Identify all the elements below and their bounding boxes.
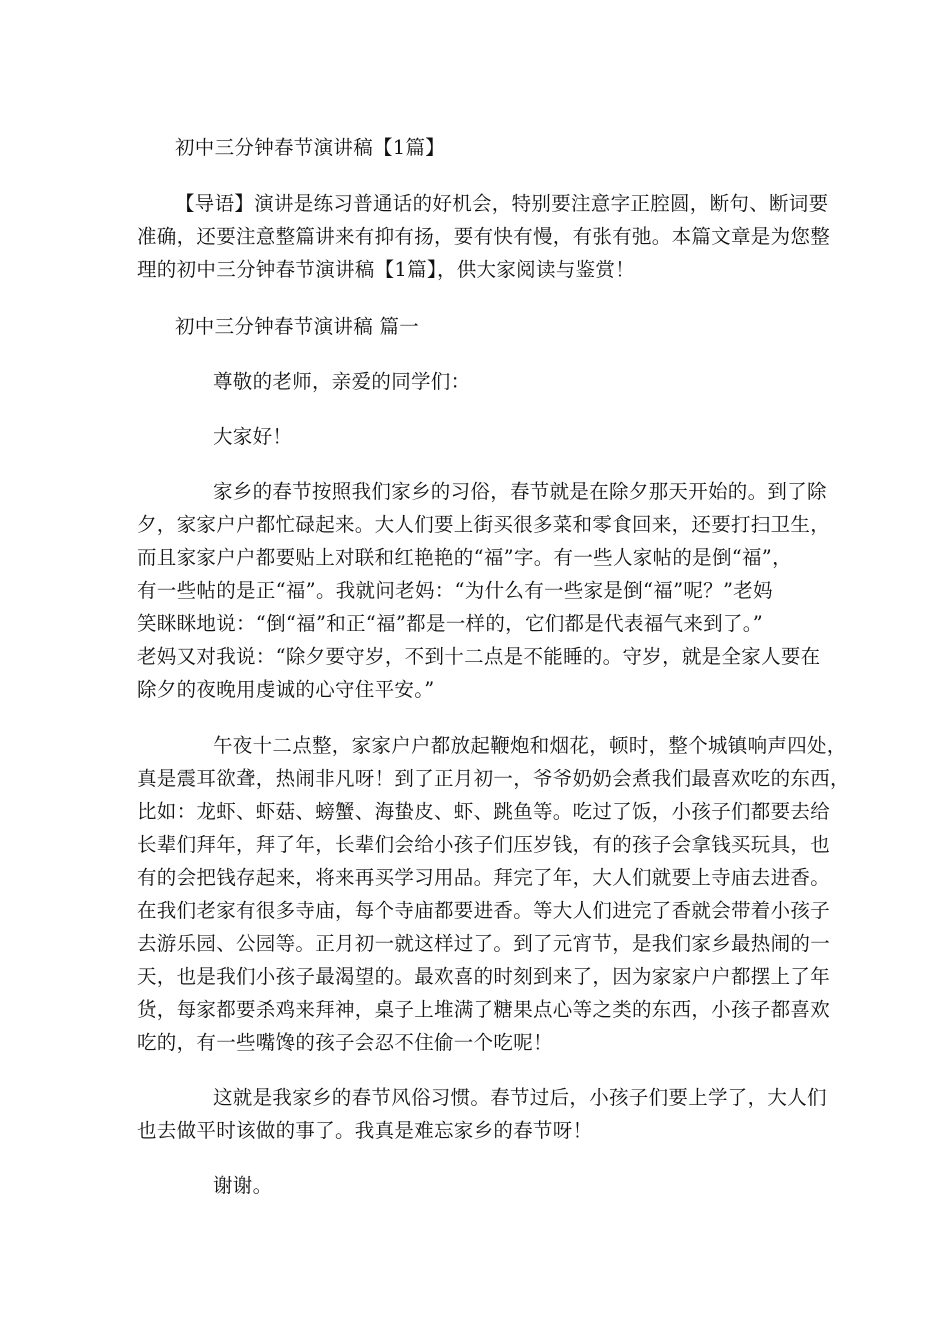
paragraph-line: 夕，家家户户都忙碌起来。大人们要上街买很多菜和零食回来，还要打扫卫生，	[137, 513, 831, 536]
paragraph-line: 长辈们拜年，拜了年，长辈们会给小孩子们压岁钱，有的孩子会拿钱买玩具，也	[137, 833, 831, 856]
paragraph-line: 在我们老家有很多寺庙，每个寺庙都要进香。等大人们进完了香就会带着小孩子	[137, 899, 831, 922]
paragraph-line: 老妈又对我说：“除夕要守岁，不到十二点是不能睡的。守岁，就是全家人要在	[137, 645, 821, 668]
intro-line: 【导语】演讲是练习普通话的好机会，特别要注意字正腔圆，断句、断词要	[175, 192, 829, 215]
greeting: 大家好！	[213, 425, 293, 448]
paragraph-line: 比如：龙虾、虾菇、螃蟹、海蛰皮、虾、跳鱼等。吃过了饭，小孩子们都要去给	[137, 800, 831, 823]
paragraph-line: 午夜十二点整，家家户户都放起鞭炮和烟花，顿时，整个城镇响声四处，	[213, 734, 847, 757]
paragraph-line: 这就是我家乡的春节风俗习惯。春节过后，小孩子们要上学了，大人们	[213, 1086, 827, 1109]
paragraph-line: 有一些帖的是正“福”。我就问老妈：“为什么有一些家是倒“福”呢？”老妈	[137, 579, 773, 602]
paragraph-line: 天，也是我们小孩子最渴望的。最欢喜的时刻到来了，因为家家户户都摆上了年	[137, 965, 831, 988]
intro-line: 准确，还要注意整篇讲来有抑有扬，要有快有慢，有张有弛。本篇文章是为您整	[137, 225, 831, 248]
document-title: 初中三分钟春节演讲稿【1篇】	[175, 136, 446, 159]
paragraph-line: 笑眯眯地说：“倒“福”和正“福”都是一样的，它们都是代表福气来到了。”	[137, 612, 764, 635]
paragraph-line: 而且家家户户都要贴上对联和红艳艳的“福”字。有一些人家帖的是倒“福”，	[137, 546, 792, 569]
salutation: 尊敬的老师，亲爱的同学们：	[213, 370, 471, 393]
paragraph-line: 货，每家都要杀鸡来拜神，桌子上堆满了糖果点心等之类的东西，小孩子都喜欢	[137, 998, 831, 1021]
paragraph-line: 除夕的夜晚用虔诚的心守住平安。”	[137, 678, 435, 701]
section-title: 初中三分钟春节演讲稿 篇一	[175, 315, 420, 338]
paragraph-line: 真是震耳欲聋，热闹非凡呀！到了正月初一，爷爷奶奶会煮我们最喜欢吃的东西，	[137, 767, 850, 790]
paragraph-line: 吃的，有一些嘴馋的孩子会忍不住偷一个吃呢！	[137, 1031, 553, 1054]
intro-line: 理的初中三分钟春节演讲稿【1篇】，供大家阅读与鉴赏！	[137, 258, 635, 281]
paragraph-line: 也去做平时该做的事了。我真是难忘家乡的春节呀！	[137, 1119, 593, 1142]
paragraph-line: 去游乐园、公园等。正月初一就这样过了。到了元宵节，是我们家乡最热闹的一	[137, 932, 831, 955]
paragraph-line: 家乡的春节按照我们家乡的习俗，春节就是在除夕那天开始的。到了除	[213, 480, 827, 503]
closing: 谢谢。	[213, 1174, 273, 1197]
paragraph-line: 有的会把钱存起来，将来再买学习用品。拜完了年，大人们就要上寺庙去进香。	[137, 866, 831, 889]
